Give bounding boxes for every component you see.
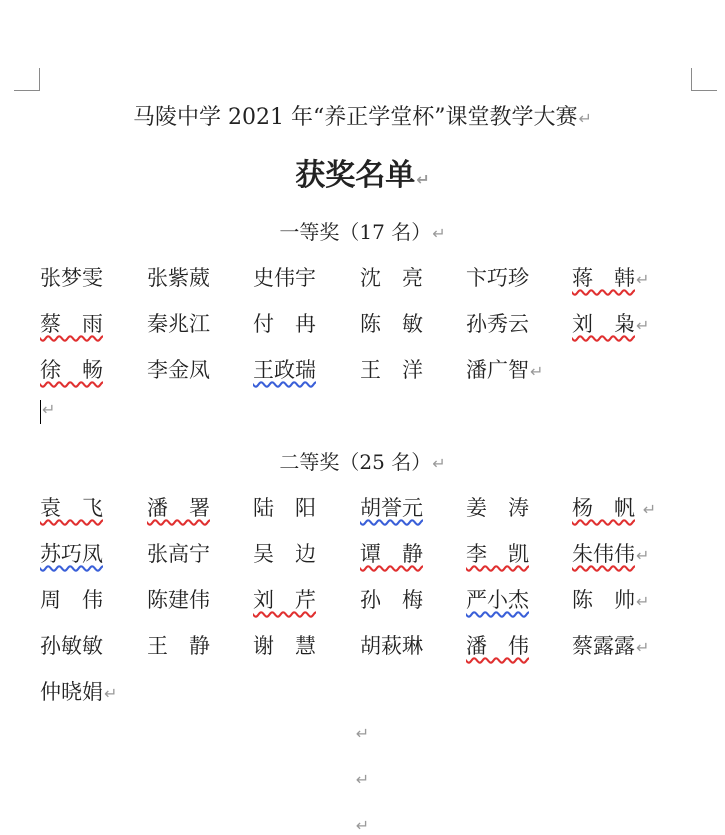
winner-name-cell bbox=[572, 538, 649, 568]
winner-name: 卞巧珍 bbox=[466, 266, 529, 290]
first-prize-heading-text: 一等奖（17 名） bbox=[279, 220, 432, 244]
second-prize-row-1[interactable] bbox=[40, 492, 680, 522]
winner-name: 苏巧凤 bbox=[40, 542, 103, 566]
paragraph-mark-icon: ↵ bbox=[416, 170, 430, 189]
title-line-1: 马陵中学 2021 年“养正学堂杯”课堂教学大赛 bbox=[133, 105, 578, 130]
winner-name: 沈 亮 bbox=[360, 266, 423, 290]
winner-name: 王政瑞 bbox=[253, 358, 316, 382]
winner-name: 王 静 bbox=[147, 634, 210, 658]
winner-name: 谭 静 bbox=[360, 542, 423, 566]
winner-name: 张紫葳 bbox=[147, 266, 210, 290]
winner-name: 吴 边 bbox=[253, 542, 316, 566]
winner-name: 胡誉元 bbox=[360, 496, 423, 520]
empty-paragraph[interactable] bbox=[40, 400, 680, 430]
winner-name: 谢 慧 bbox=[253, 634, 316, 658]
winner-name: 史伟宇 bbox=[253, 266, 316, 290]
winner-name: 蔡 雨 bbox=[40, 312, 103, 336]
second-prize-heading-text: 二等奖（25 名） bbox=[279, 450, 432, 474]
winner-name: 严小杰 bbox=[466, 588, 529, 612]
paragraph-mark-icon: ↵ bbox=[42, 400, 56, 419]
paragraph-mark-icon: ↵ bbox=[636, 592, 650, 611]
crop-mark-top-left bbox=[14, 68, 40, 91]
winner-name: 孙秀云 bbox=[466, 312, 529, 336]
paragraph-mark-icon: ↵ bbox=[636, 316, 650, 335]
winner-name: 杨 帆 bbox=[572, 496, 635, 520]
crop-mark-top-right bbox=[691, 68, 717, 91]
winner-name-cell bbox=[572, 262, 649, 292]
winner-name: 陈 敏 bbox=[360, 312, 423, 336]
winner-name: 潘广智 bbox=[466, 358, 529, 382]
first-prize-row-3[interactable] bbox=[40, 354, 680, 384]
winner-name: 姜 涛 bbox=[466, 496, 529, 520]
winner-name-cell bbox=[572, 308, 649, 338]
winner-name: 潘 署 bbox=[147, 496, 210, 520]
winner-name: 刘 枭 bbox=[572, 312, 635, 336]
winner-name: 秦兆江 bbox=[147, 312, 210, 336]
first-prize-row-1[interactable] bbox=[40, 262, 680, 292]
winner-name-cell bbox=[572, 630, 649, 660]
paragraph-mark-icon: ↵ bbox=[355, 770, 370, 789]
winner-name: 陈建伟 bbox=[147, 588, 210, 612]
winner-name-cell bbox=[572, 584, 649, 614]
winner-name: 李 凯 bbox=[466, 542, 529, 566]
paragraph-mark-icon: ↵ bbox=[104, 684, 118, 703]
second-prize-row-2[interactable] bbox=[40, 538, 680, 568]
winner-name-cell bbox=[40, 676, 117, 706]
winner-name: 王 洋 bbox=[360, 358, 423, 382]
winner-name: 袁 飞 bbox=[40, 496, 103, 520]
paragraph-mark-icon: ↵ bbox=[636, 546, 650, 565]
winner-name: 周 伟 bbox=[40, 588, 103, 612]
winner-name: 付 冉 bbox=[253, 312, 316, 336]
paragraph-mark-icon: ↵ bbox=[642, 500, 657, 519]
second-prize-heading[interactable] bbox=[0, 446, 725, 475]
paragraph-mark-icon: ↵ bbox=[636, 638, 650, 657]
paragraph-mark-icon: ↵ bbox=[432, 224, 446, 243]
winner-name: 张梦雯 bbox=[40, 266, 103, 290]
winner-name: 胡萩琳 bbox=[360, 634, 423, 658]
winner-name: 李金凤 bbox=[147, 358, 210, 382]
winner-name: 仲晓娟 bbox=[40, 680, 103, 704]
first-prize-row-2[interactable] bbox=[40, 308, 680, 338]
winner-name: 孙敏敏 bbox=[40, 634, 103, 658]
winner-name: 徐 畅 bbox=[40, 358, 103, 382]
winner-name: 潘 伟 bbox=[466, 634, 529, 658]
winner-name: 孙 梅 bbox=[360, 588, 423, 612]
winner-name: 朱伟伟 bbox=[572, 542, 635, 566]
second-prize-row-4[interactable] bbox=[40, 630, 680, 660]
winner-name: 陆 阳 bbox=[253, 496, 316, 520]
winner-name: 蔡露露 bbox=[572, 634, 635, 658]
second-prize-row-5[interactable] bbox=[40, 676, 680, 706]
paragraph-mark-icon: ↵ bbox=[355, 724, 370, 743]
winner-name: 蒋 韩 bbox=[572, 266, 635, 290]
winner-name-cell bbox=[466, 354, 543, 384]
winner-name: 陈 帅 bbox=[572, 588, 635, 612]
paragraph-mark-icon: ↵ bbox=[432, 454, 446, 473]
winner-name-cell bbox=[572, 492, 656, 522]
paragraph-mark-icon: ↵ bbox=[578, 109, 592, 128]
paragraph-mark-icon: ↵ bbox=[355, 816, 370, 835]
second-prize-row-3[interactable] bbox=[40, 584, 680, 614]
winner-name: 张高宁 bbox=[147, 542, 210, 566]
first-prize-heading[interactable] bbox=[0, 216, 725, 245]
title-line-2: 获奖名单 bbox=[295, 158, 416, 193]
paragraph-mark-icon: ↵ bbox=[530, 362, 544, 381]
document-title[interactable] bbox=[0, 100, 725, 131]
paragraph-mark-icon: ↵ bbox=[636, 270, 650, 289]
document-subtitle[interactable] bbox=[0, 150, 725, 194]
winner-name: 刘 芹 bbox=[253, 588, 316, 612]
